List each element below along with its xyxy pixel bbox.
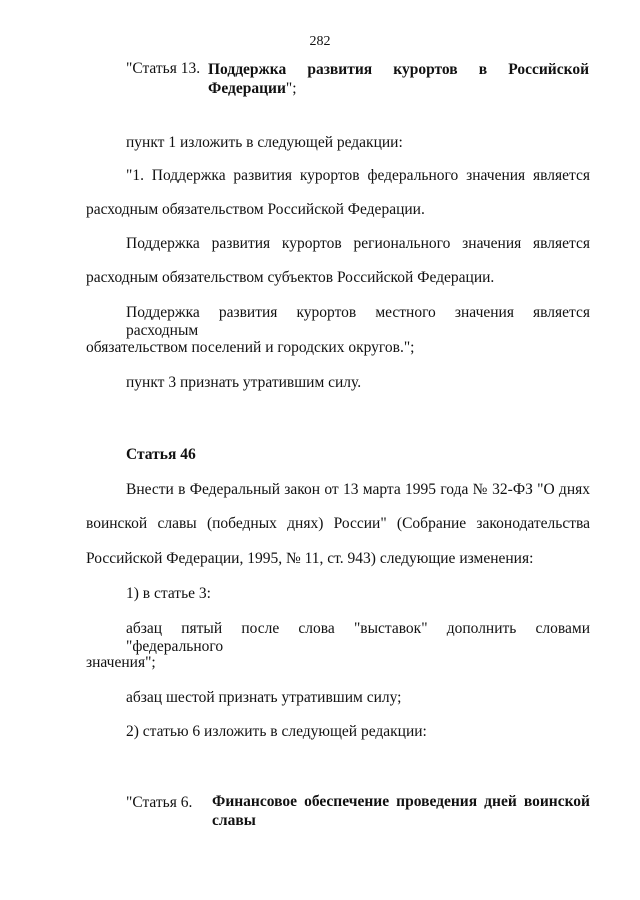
article-6-title-line2: славы: [212, 812, 256, 829]
item-1-paragraph-a-line2: значения";: [86, 654, 156, 671]
article-6-heading: [126, 792, 589, 832]
paragraph-regional-line2: расходным обязательством субъектов Российской Федерации.: [86, 269, 495, 286]
paragraph-federal-line1: "1. Поддержка развития курортов федерального значения является: [126, 167, 590, 184]
paragraph-local-line2: обязательством поселений и городских округов.";: [86, 339, 415, 356]
article-13-title-line2: Федерации";: [208, 80, 297, 97]
paragraph-point3: пункт 3 признать утратившим силу.: [126, 374, 362, 391]
item-1-paragraph-b: абзац шестой признать утратившим силу;: [126, 689, 402, 706]
article-46-intro-line3: Российской Федерации, 1995, № 11, ст. 943) следующие изменения:: [86, 550, 534, 567]
item-1: 1) в статье 3:: [126, 585, 211, 602]
article-46-intro-line2: воинской славы (победных днях) России" (Собрание законодательства: [86, 515, 590, 532]
article-6-title-line1: Финансовое обеспечение проведения дней воинской: [212, 793, 590, 810]
article-13-label: "Статья 13.: [126, 60, 201, 77]
paragraph-local-line1: Поддержка развития курортов местного значения является расходным: [126, 304, 590, 339]
paragraph-regional-line1: Поддержка развития курортов регионального значения является: [126, 235, 590, 252]
article-6-label: "Статья 6.: [126, 794, 193, 811]
paragraph-point1: пункт 1 изложить в следующей редакции:: [126, 134, 403, 151]
page-number: 282: [309, 34, 331, 49]
article-13-heading: [126, 60, 589, 100]
article-13-title-line1: Поддержка развития курортов в Российской: [208, 61, 589, 78]
item-2: 2) статью 6 изложить в следующей редакции:: [126, 723, 427, 740]
paragraph-federal-line2: расходным обязательством Российской Федерации.: [86, 201, 425, 218]
item-1-paragraph-a-line1: абзац пятый после слова "выставок" дополнить словами "федерального: [126, 620, 590, 655]
article-46-heading: Статья 46: [126, 446, 196, 463]
article-46-intro-line1: Внести в Федеральный закон от 13 марта 1995 года № 32-ФЗ "О днях: [126, 481, 590, 498]
